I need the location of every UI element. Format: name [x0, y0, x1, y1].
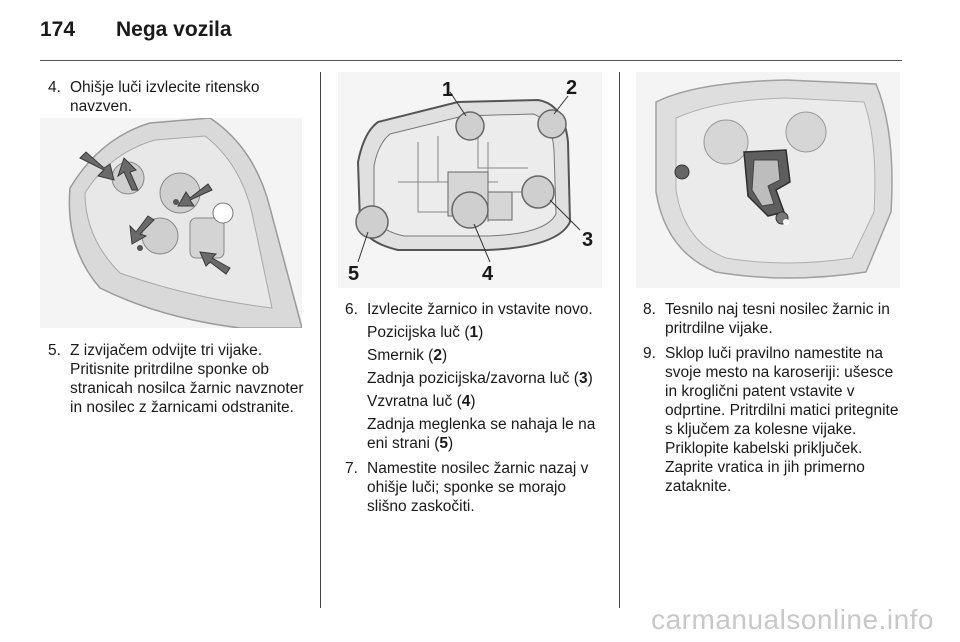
lamp-tail-brake: Zadnja pozicijska/zavorna luč (3)	[367, 370, 593, 387]
watermark: carmanualsonline.info	[651, 604, 934, 635]
bulb-holder-illustration	[338, 72, 602, 288]
lamp-indicator: Smernik (2)	[367, 347, 448, 364]
figure-bulb-holder	[338, 72, 602, 288]
step-5	[48, 341, 310, 417]
column-divider-1	[320, 72, 321, 608]
lamp-position: Pozicijska luč (1)	[367, 324, 484, 341]
step-8-number: 8.	[643, 301, 656, 318]
step-9	[643, 344, 905, 496]
step-9-text: Sklop luči pravilno namestite na svoje mesto na karoseriji: ušesce in kroglični patent vstavite v odprtine. Pritrdilni matici pritegnite s ključem za kolesne vijake. Priklopite kabelski priključek. Zaprite vratica in jih primerno zataknite.	[665, 345, 899, 495]
step-4	[48, 78, 310, 116]
step-7-text: Namestite nosilec žarnic nazaj v ohišje luči; sponke se morajo slišno zaskočiti.	[367, 460, 589, 515]
step-5-number: 5.	[48, 342, 61, 359]
header-divider	[40, 60, 902, 61]
step-8-text: Tesnilo naj tesni nosilec žarnic in pritrdilne vijake.	[665, 301, 890, 337]
step-5-text: Z izvijačem odvijte tri vijake. Pritisnite pritrdilne sponke ob stranicah nosilca žarnic navznoter in nosilec z žarnicami odstranite.	[70, 342, 304, 416]
step-4-text: Ohišje luči izvlecite ritensko navzven.	[70, 79, 260, 115]
step-4-number: 4.	[48, 79, 61, 96]
callout-4: 4	[482, 263, 494, 285]
column-divider-2	[619, 72, 620, 608]
lamp-seal-illustration	[636, 72, 900, 288]
tail-lamp-housing-illustration	[40, 118, 302, 328]
step-8	[643, 300, 905, 496]
step-7-number: 7.	[345, 460, 358, 477]
callout-3: 3	[582, 229, 594, 251]
step-9-number: 9.	[643, 345, 656, 362]
figure-lamp-seal	[636, 72, 900, 288]
lamp-fog: Zadnja meglenka se nahaja le na eni strani (5)	[367, 416, 596, 452]
step-7	[345, 459, 607, 516]
step-6	[345, 300, 607, 516]
page-title: Nega vozila	[116, 18, 232, 41]
page-header	[40, 18, 232, 48]
page-number: 174	[40, 18, 76, 41]
callout-2: 2	[566, 77, 578, 99]
figure-tail-lamp-removal	[40, 118, 302, 328]
step-6-number: 6.	[345, 301, 358, 318]
callout-5: 5	[348, 263, 360, 285]
callout-1: 1	[442, 79, 454, 101]
lamp-reverse: Vzvratna luč (4)	[367, 393, 476, 410]
step-6-text: Izvlecite žarnico in vstavite novo.	[367, 301, 593, 318]
